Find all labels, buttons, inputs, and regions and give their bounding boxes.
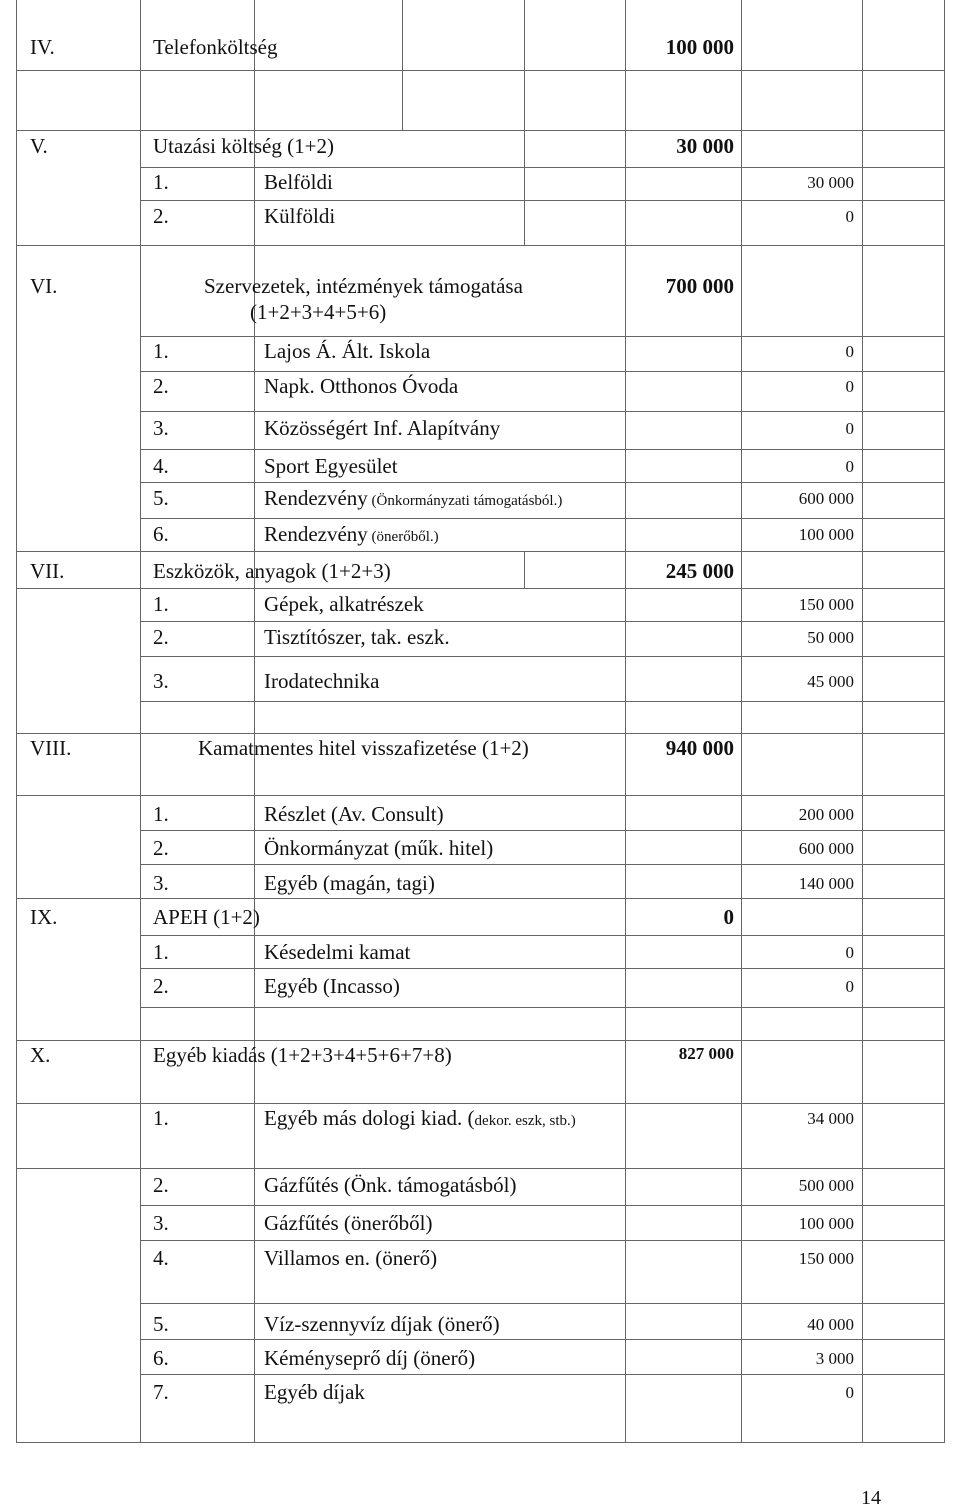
item-number: 2.	[153, 204, 169, 228]
table-rule	[140, 621, 945, 622]
section-total: 827 000	[678, 1044, 734, 1063]
item-label: Tisztítószer, tak. eszk.	[264, 625, 450, 649]
item-number: 7.	[153, 1380, 169, 1404]
item-number: 1.	[153, 940, 169, 964]
item-number: 6.	[153, 522, 169, 546]
item-label: Önkormányzat (műk. hitel)	[264, 836, 494, 860]
section-number: X.	[30, 1043, 51, 1067]
section-total: 100 000	[665, 35, 734, 59]
item-value: 200 000	[798, 805, 854, 824]
item-label: Lajos Á. Ált. Iskola	[264, 339, 431, 363]
item-label: Víz-szennyvíz díjak (önerő)	[264, 1312, 500, 1336]
item-value: 45 000	[807, 672, 854, 691]
item-number: 1.	[153, 339, 169, 363]
table-rule	[16, 1040, 945, 1041]
item-label: Részlet (Av. Consult)	[264, 802, 444, 826]
item-value: 0	[845, 943, 854, 962]
column-rule	[862, 0, 863, 1442]
table-rule	[140, 518, 945, 519]
column-rule	[524, 0, 525, 245]
table-rule	[140, 935, 945, 936]
table-rule	[16, 795, 945, 796]
section-title: Szervezetek, intézmények támogatása	[204, 274, 523, 298]
section-total: 245 000	[665, 559, 734, 583]
item-label-note: dekor. eszk, stb.)	[474, 1113, 576, 1129]
section-number: VIII.	[30, 736, 72, 760]
table-rule	[140, 200, 945, 201]
item-label-note: (Önkormányzati támogatásból.)	[367, 493, 563, 509]
column-rule	[625, 0, 626, 1442]
item-value: 30 000	[807, 173, 854, 192]
table-rule	[16, 898, 945, 899]
item-value: 0	[845, 457, 854, 476]
table-rule	[140, 371, 945, 372]
section-total: 30 000	[676, 134, 734, 158]
item-value: 600 000	[798, 489, 854, 508]
table-rule	[140, 830, 945, 831]
column-rule	[944, 0, 945, 1443]
item-value: 0	[845, 342, 854, 361]
item-label: Rendezvény (önerőből.)	[264, 522, 439, 546]
column-rule	[254, 0, 255, 1442]
item-number: 2.	[153, 1173, 169, 1197]
item-label: Egyéb (Incasso)	[264, 974, 400, 998]
item-label: Sport Egyesület	[264, 454, 398, 478]
table-rule	[140, 656, 945, 657]
table-rule	[16, 1103, 945, 1104]
item-number: 5.	[153, 1312, 169, 1336]
item-label: Villamos en. (önerő)	[264, 1246, 438, 1270]
table-rule	[16, 1168, 945, 1169]
table-rule	[140, 1240, 945, 1241]
section-number: IX.	[30, 905, 58, 929]
item-number: 3.	[153, 871, 169, 895]
section-title-cont: (1+2+3+4+5+6)	[250, 300, 387, 324]
column-rule	[402, 0, 403, 130]
item-number: 2.	[153, 836, 169, 860]
section-title: Kamatmentes hitel visszafizetése (1+2)	[198, 736, 529, 760]
item-number: 4.	[153, 454, 169, 478]
section-number: VII.	[30, 559, 65, 583]
column-rule	[140, 0, 141, 1442]
table-rule	[16, 70, 945, 71]
item-number: 4.	[153, 1246, 169, 1270]
table-rule	[16, 733, 945, 734]
item-label: Külföldi	[264, 204, 336, 228]
item-label-note: (önerőből.)	[367, 529, 439, 545]
column-rule	[16, 0, 17, 1443]
item-label: Késedelmi kamat	[264, 940, 411, 964]
item-value: 0	[845, 207, 854, 226]
item-label: Egyéb díjak	[264, 1380, 365, 1404]
item-number: 1.	[153, 1106, 169, 1130]
table-rule	[16, 551, 945, 552]
table-rule	[140, 1007, 945, 1008]
table-rule	[140, 1205, 945, 1206]
item-value: 600 000	[798, 839, 854, 858]
item-number: 2.	[153, 374, 169, 398]
table-rule	[140, 411, 945, 412]
table-rule	[16, 588, 945, 589]
item-value: 0	[845, 377, 854, 396]
item-number: 3.	[153, 1211, 169, 1235]
section-title: APEH (1+2)	[153, 905, 260, 929]
section-total: 940 000	[665, 736, 734, 760]
table-rule	[140, 864, 945, 865]
item-value: 3 000	[815, 1349, 854, 1368]
section-title: Telefonköltség	[153, 35, 278, 59]
item-label: Rendezvény (Önkormányzati támogatásból.)	[264, 486, 563, 510]
table-rule	[140, 701, 945, 702]
item-value: 0	[845, 977, 854, 996]
section-number: V.	[30, 134, 48, 158]
item-number: 1.	[153, 170, 169, 194]
section-title: Egyéb kiadás (1+2+3+4+5+6+7+8)	[153, 1043, 452, 1067]
item-value: 0	[845, 419, 854, 438]
item-label: Gázfűtés (önerőből)	[264, 1211, 433, 1235]
table-rule	[140, 1303, 945, 1304]
table-rule	[16, 245, 945, 246]
item-label: Gázfűtés (Önk. támogatásból)	[264, 1173, 517, 1197]
item-number: 1.	[153, 802, 169, 826]
item-value: 50 000	[807, 628, 854, 647]
table-rule	[16, 130, 945, 131]
item-label: Egyéb más dologi kiad. (dekor. eszk, stb.)	[264, 1106, 576, 1130]
item-value: 34 000	[807, 1109, 854, 1128]
table-rule	[140, 336, 945, 337]
table-rule	[140, 1374, 945, 1375]
item-number: 3.	[153, 669, 169, 693]
table-rule	[140, 1339, 945, 1340]
item-number: 3.	[153, 416, 169, 440]
section-title: Eszközök, anyagok (1+2+3)	[153, 559, 391, 583]
item-label: Belföldi	[264, 170, 333, 194]
section-number: VI.	[30, 274, 58, 298]
item-number: 2.	[153, 625, 169, 649]
table-rule	[140, 167, 945, 168]
section-title: Utazási költség (1+2)	[153, 134, 334, 158]
item-number: 1.	[153, 592, 169, 616]
item-label: Irodatechnika	[264, 669, 380, 693]
item-value: 0	[845, 1383, 854, 1402]
item-value: 100 000	[798, 1214, 854, 1233]
item-number: 5.	[153, 486, 169, 510]
page-number: 14	[861, 1487, 881, 1509]
item-label: Közösségért Inf. Alapítvány	[264, 416, 501, 440]
item-value: 150 000	[798, 1249, 854, 1268]
section-number: IV.	[30, 35, 55, 59]
table-rule	[140, 968, 945, 969]
item-number: 6.	[153, 1346, 169, 1370]
table-rule	[16, 1442, 945, 1443]
item-value: 40 000	[807, 1315, 854, 1334]
section-total: 700 000	[665, 274, 734, 298]
item-label: Napk. Otthonos Óvoda	[264, 374, 459, 398]
table-rule	[140, 482, 945, 483]
item-value: 100 000	[798, 525, 854, 544]
section-total: 0	[723, 905, 734, 929]
item-number: 2.	[153, 974, 169, 998]
item-value: 140 000	[798, 874, 854, 893]
table-rule	[140, 449, 945, 450]
item-value: 150 000	[798, 595, 854, 614]
item-label: Egyéb (magán, tagi)	[264, 871, 435, 895]
item-label: Kéményseprő díj (önerő)	[264, 1346, 476, 1370]
item-label: Gépek, alkatrészek	[264, 592, 424, 616]
column-rule	[524, 551, 525, 588]
item-value: 500 000	[798, 1176, 854, 1195]
